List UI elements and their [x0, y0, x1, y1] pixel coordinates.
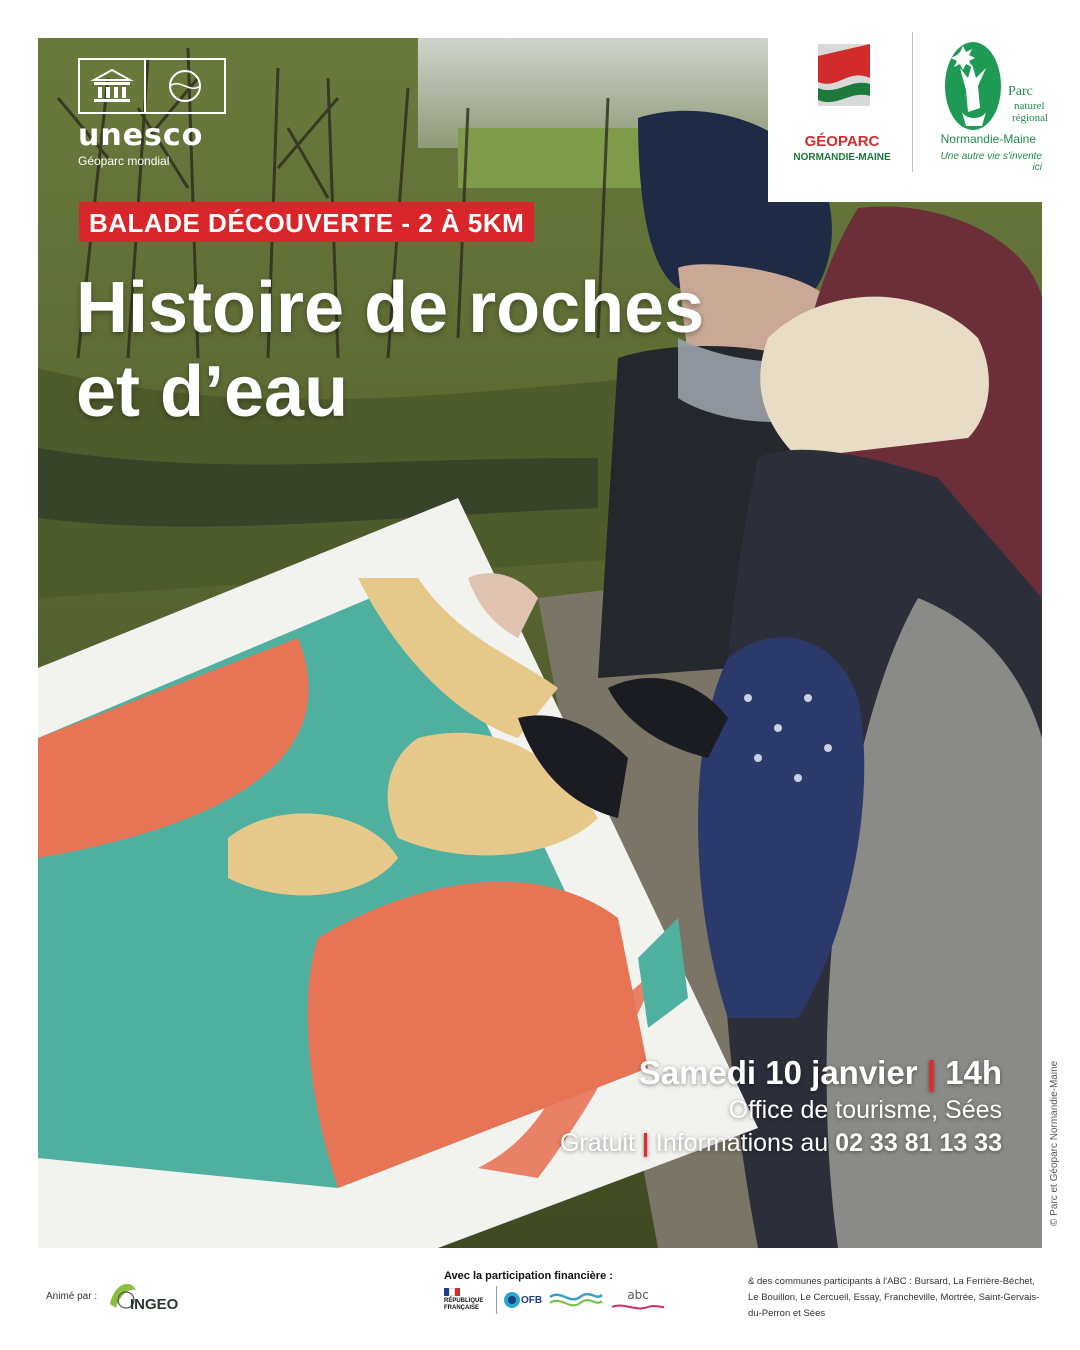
pnr-tagline: Une autre vie s'invente ici [940, 151, 1042, 173]
republique-francaise-logo [444, 1288, 490, 1312]
ofb-logo [503, 1291, 542, 1309]
orne-wave-icon [548, 1287, 604, 1313]
geoparc-region: NORMANDIE-MAINE [793, 152, 891, 163]
unesco-subtitle: Géoparc mondial [78, 154, 170, 168]
logo-separator [496, 1286, 497, 1314]
title-line-2: et d’eau [76, 352, 349, 432]
event-info [560, 1052, 1002, 1160]
deer-icon [768, 38, 1042, 202]
republique-label: RÉPUBLIQUE FRANÇAISE [444, 1298, 484, 1311]
separator-bar: | [926, 1054, 936, 1091]
event-contact [560, 1126, 1002, 1160]
event-datetime [560, 1052, 1002, 1094]
pnr-naturel: naturel [1014, 100, 1045, 112]
anime-par-label: Animé par : [46, 1291, 98, 1302]
photo-credit: © Parc et Géoparc Normandie-Maine [1049, 1060, 1060, 1226]
partner-logos [768, 38, 1049, 202]
title-line-1: Histoire de roches [76, 268, 705, 348]
abc-wave-icon [610, 1302, 666, 1312]
unesco-wordmark: unesco [78, 118, 204, 153]
pnr-parc: Parc [1008, 84, 1033, 99]
phone-number[interactable]: 02 33 81 13 33 [835, 1129, 1002, 1157]
pnr-name: Normandie-Maine [940, 132, 1036, 146]
event-place: Office de tourisme, Sées [728, 1096, 1002, 1124]
event-price: Gratuit [559, 1129, 635, 1157]
abc-logo [610, 1288, 666, 1312]
financing-logos [444, 1286, 666, 1314]
abc-label: abc [627, 1288, 649, 1302]
pnr-regional: régional [1012, 112, 1049, 124]
event-time: 14h [945, 1054, 1002, 1091]
ofb-icon [503, 1291, 521, 1309]
event-date: Samedi 10 janvier [638, 1054, 918, 1091]
financing-title: Avec la participation financière : [444, 1270, 613, 1282]
french-flag-icon [444, 1288, 460, 1296]
star-icon [951, 46, 975, 70]
unesco-logo [78, 58, 228, 168]
ingeo-logo-text: INGEO [130, 1296, 179, 1313]
unesco-emblem [78, 58, 226, 114]
page-title [76, 266, 704, 434]
ofb-label: OFB [521, 1294, 543, 1306]
communes-text: & des communes participants à l'ABC : Bursard, La Ferrière-Béchet, Le Bouillon, Le Cercueil, Essay, Francheville, Mortrée, Saint-Gervais-du-Perron et Sées [748, 1276, 1040, 1319]
globe-icon [146, 60, 224, 112]
geoparc-name: GÉOPARC [804, 133, 880, 150]
activity-badge: BALADE DÉCOUVERTE - 2 À 5KM [79, 202, 534, 242]
info-label: Informations au [655, 1129, 829, 1157]
unesco-temple-icon [80, 60, 146, 112]
separator-bar: | [641, 1129, 649, 1157]
